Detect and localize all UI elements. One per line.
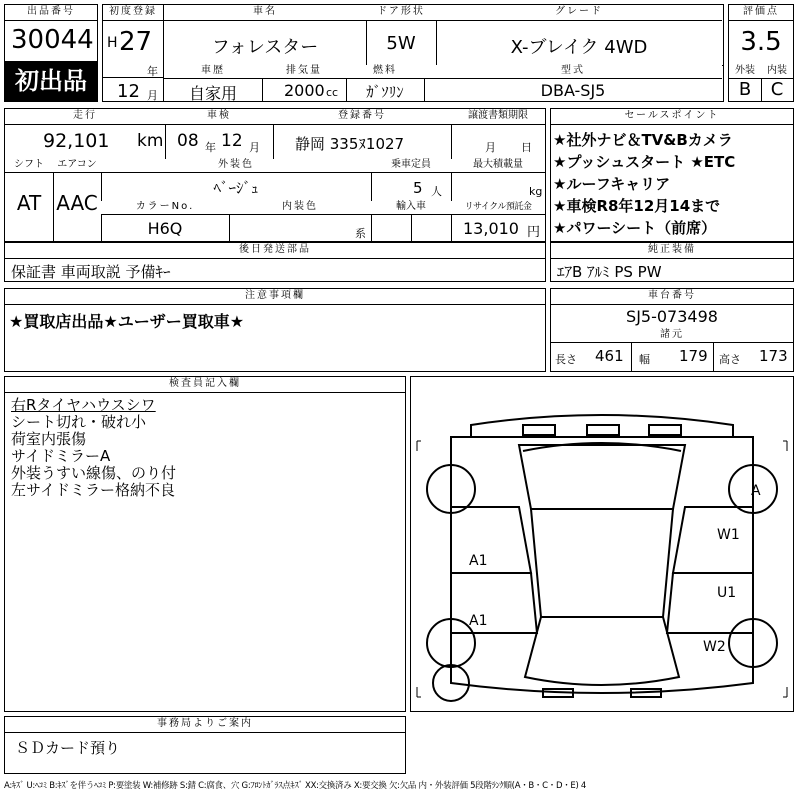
recycle-header: リサイクル預託金 <box>451 201 545 215</box>
chassis-header: 車台番号 <box>551 289 793 305</box>
score-box <box>728 4 794 102</box>
inspector-header: 検査員記入欄 <box>5 377 405 393</box>
import-header: 輸入車 <box>371 201 451 215</box>
later-parts-box <box>4 242 546 282</box>
mileage-header: 走行 <box>5 109 165 125</box>
lot-box <box>4 4 98 102</box>
damage-mark: A <box>751 483 761 499</box>
inspector-line: シート切れ・破れ小 <box>11 413 147 431</box>
notes-header: 注意事項欄 <box>5 289 545 305</box>
inspector-list <box>11 397 176 499</box>
transfer-month-unit: 月 <box>485 141 496 154</box>
recycle-fee: 13,010 <box>463 219 519 238</box>
color-header: 外装色 <box>101 159 371 173</box>
int-header: 内装 <box>761 65 793 79</box>
grade-header: グレード <box>436 5 722 21</box>
inspector-line: 外装うすい線傷、のり付 <box>11 464 177 482</box>
grade: X-ブレイク 4WD <box>510 37 648 58</box>
equipment-header: 純正装備 <box>551 243 793 259</box>
spec-block <box>4 108 546 242</box>
load-header: 最大積載量 <box>451 159 545 173</box>
exterior-color: ﾍﾞｰｼﾞｭ <box>213 179 259 197</box>
capacity-unit: 人 <box>431 185 442 198</box>
air-conditioner: AAC <box>56 191 98 215</box>
legend: A:ｷｽﾞ U:ﾍｺﾐ B:ｷｽﾞを伴うﾍｺﾐ P:要塗装 W:補修跡 S:錆 C:腐食、穴 G:ﾌﾛﾝﾄｶﾞﾗｽ点ｷｽﾞ XX:交換済み X:要交換 欠:欠品 内・外装評価 5段階ﾗﾝｸ順(A・B・C・D・E) 4 <box>4 781 587 791</box>
disp-header: 排気量 <box>262 65 346 79</box>
shift: AT <box>16 191 42 215</box>
later-parts-header: 後日発送部品 <box>5 243 545 259</box>
car-name: フォレスター <box>211 37 319 58</box>
length: 461 <box>595 347 624 365</box>
score-header: 評価点 <box>729 5 793 21</box>
era: H <box>107 35 118 51</box>
height: 173 <box>759 347 788 365</box>
inspection-header: 車検 <box>165 109 273 125</box>
damage-mark: W1 <box>717 527 740 543</box>
notes-text: ★買取店出品★ユーザー買取車★ <box>9 312 245 331</box>
color-number: H6Q <box>147 219 183 238</box>
lot-number: 30044 <box>11 25 94 55</box>
inspector-line: 荷室内張傷 <box>11 430 87 448</box>
later-parts: 保証書 車両取説 予備ｷｰ <box>11 263 171 281</box>
inspector-line: サイドミラーA <box>11 447 111 465</box>
damage-mark: A1 <box>469 553 488 569</box>
chassis-number: SJ5-073498 <box>626 307 718 326</box>
width: 179 <box>679 347 708 365</box>
dims-header: 諸元 <box>551 329 793 343</box>
length-label: 長さ <box>555 353 577 366</box>
model-code: DBA-SJ5 <box>540 81 606 100</box>
shift-header: シフト <box>5 159 53 173</box>
transfer-header: 譲渡書類期限 <box>451 109 545 125</box>
capacity-header: 乗車定員 <box>371 159 451 173</box>
width-label: 幅 <box>639 353 650 366</box>
inspection-month: 12 <box>221 131 243 151</box>
inspector-line: 右Rタイヤハウスシワ <box>11 396 156 414</box>
sales-points-box <box>550 108 794 242</box>
ext-grade: B <box>738 79 752 100</box>
first-reg-header: 初度登録 <box>103 5 163 21</box>
capacity: 5 <box>413 179 423 197</box>
inspection-month-unit: 月 <box>249 141 260 154</box>
equipment: ｴｱB ｱﾙﾐ PS PW <box>557 263 662 281</box>
car-name-header: 車名 <box>164 5 366 21</box>
mileage: 92,101 <box>43 130 110 152</box>
plate-header: 登録番号 <box>273 109 451 125</box>
sales-item: ★ルーフキャリア <box>553 175 671 193</box>
inspector-line: 左サイドミラー格納不良 <box>11 481 175 499</box>
year-unit: 年 <box>147 65 158 78</box>
inspector-box <box>4 376 406 712</box>
sales-item: ★社外ナビ＆TV&Bカメラ <box>553 131 733 149</box>
office-box <box>4 716 406 774</box>
int-grade: C <box>770 79 784 100</box>
sales-header: セールスポイント <box>551 109 793 125</box>
recycle-fee-unit: 円 <box>527 225 541 240</box>
height-label: 高さ <box>719 353 741 366</box>
car-diagram-box <box>410 376 794 712</box>
damage-mark: U1 <box>717 585 737 601</box>
notes-box <box>4 288 546 372</box>
damage-mark: W2 <box>703 639 726 655</box>
equipment-box <box>550 242 794 282</box>
displacement: 2000 <box>284 81 325 100</box>
model-header: 型式 <box>424 65 722 79</box>
transfer-day-unit: 日 <box>521 141 532 154</box>
sales-item: ★プッシュスタート ★ETC <box>553 153 736 171</box>
first-listing-badge: 初出品 <box>5 61 97 101</box>
colorno-header: カラーNo. <box>101 201 229 215</box>
month-unit: 月 <box>147 89 158 102</box>
history-header: 車歴 <box>164 65 262 79</box>
lot-header: 出品番号 <box>5 5 97 21</box>
interior-color-unit: 系 <box>355 227 366 240</box>
chassis-box <box>550 288 794 372</box>
sales-item: ★パワーシート（前席） <box>553 219 717 237</box>
ac-header: エアコン <box>53 159 101 173</box>
door-header: ドア形状 <box>366 5 436 21</box>
reg-year: 27 <box>119 27 153 57</box>
inspection-year-unit: 年 <box>205 141 216 154</box>
mileage-unit: km <box>137 131 164 151</box>
score: 3.5 <box>740 27 782 57</box>
interior-color-header: 内装色 <box>229 201 371 215</box>
history: 自家用 <box>188 84 237 103</box>
door-type: 5W <box>386 33 416 54</box>
office-header: 事務局よりご案内 <box>5 717 405 733</box>
ext-header: 外装 <box>729 65 761 79</box>
disp-unit: cc <box>326 86 339 99</box>
car-diagram <box>411 377 793 711</box>
office-text: ＳＤカード預り <box>15 739 121 757</box>
plate-number: 静岡 335ﾇ1027 <box>295 135 405 153</box>
fuel-header: 燃料 <box>346 65 424 79</box>
damage-mark: A1 <box>469 613 488 629</box>
fuel: ｶﾞｿﾘﾝ <box>366 83 404 101</box>
sales-item: ★車検R8年12月14まで <box>553 197 721 215</box>
inspection-year: 08 <box>177 131 199 151</box>
reg-month: 12 <box>117 81 140 102</box>
main-top-box <box>164 4 724 102</box>
load-unit: kg <box>529 185 543 198</box>
first-reg-box <box>102 4 164 102</box>
sales-list <box>553 129 735 239</box>
